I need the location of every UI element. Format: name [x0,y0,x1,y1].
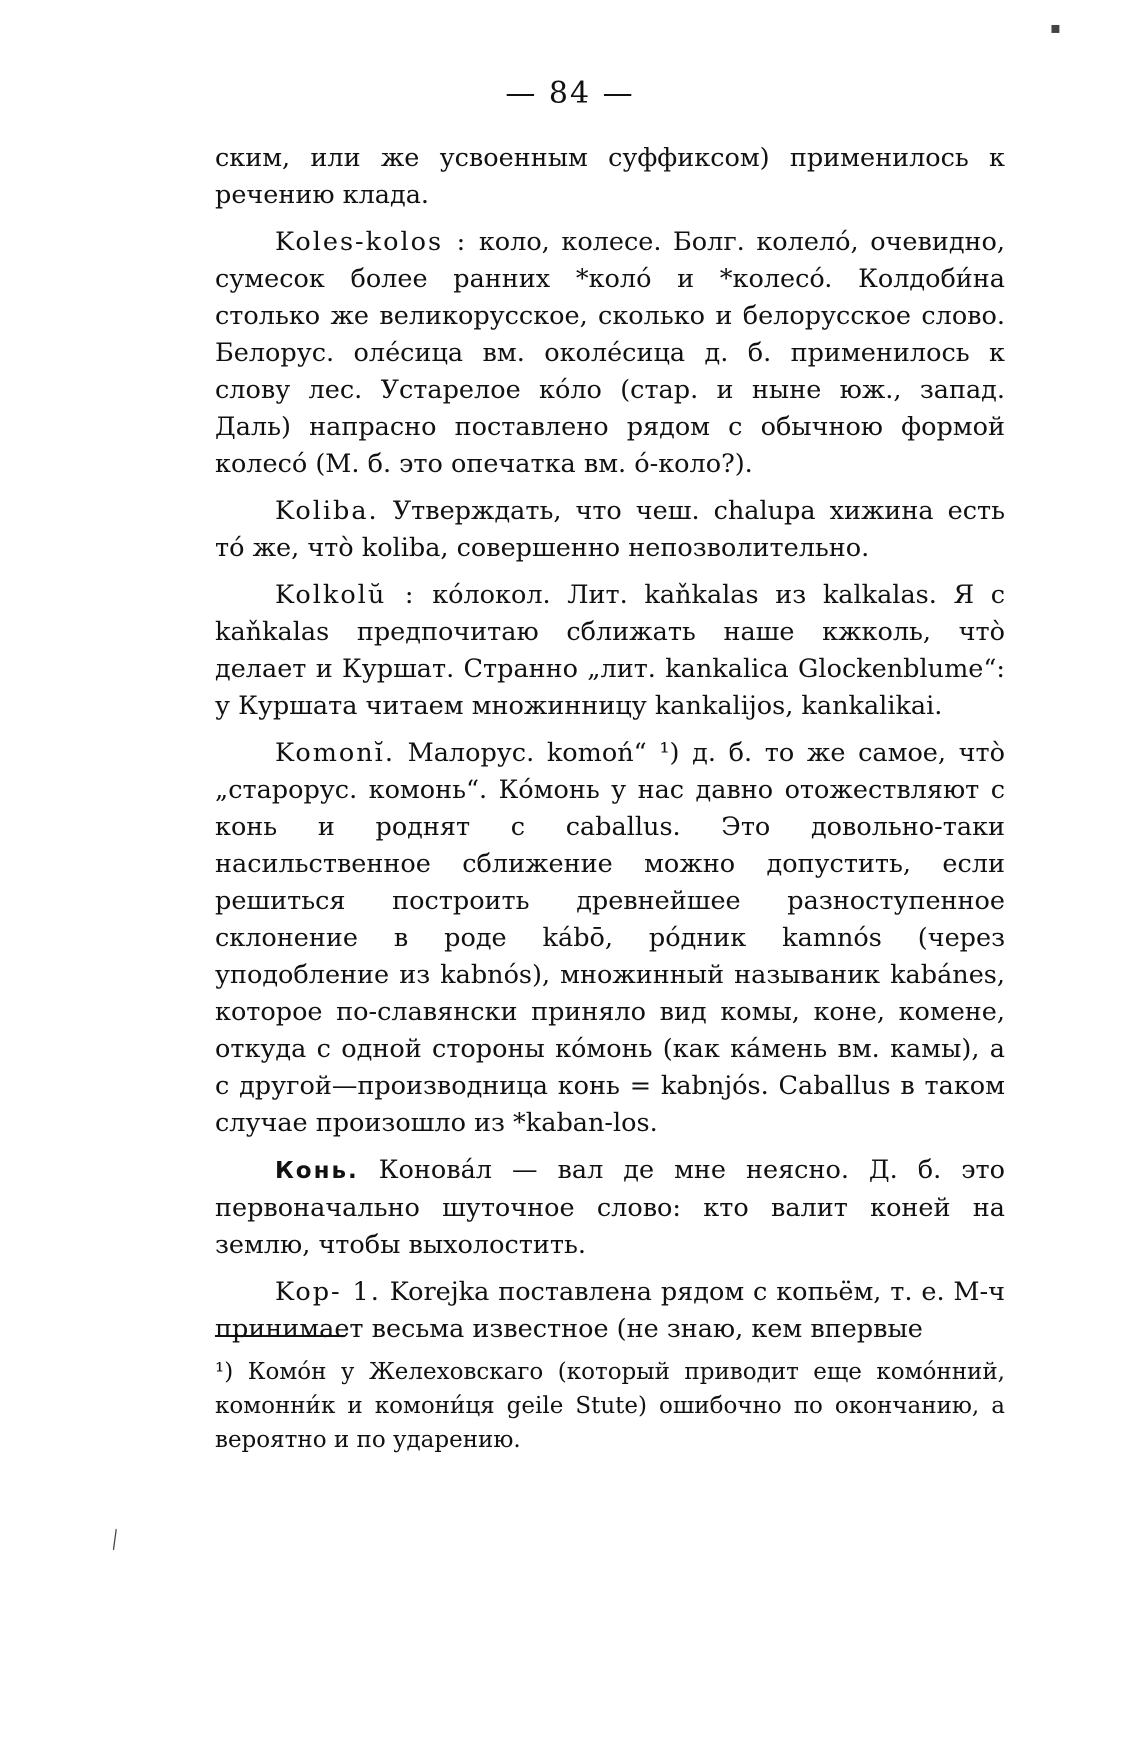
entry-koles-kolos [215,224,1005,483]
footnote: ¹) Комóн у Желеховскаго (который приводит еще комóнний, комонни́к и комони́ця geile Stute) ошибочно по окончанию, а вероятно и по ударению. [215,1359,1005,1453]
page-number: — 84 — [505,76,635,111]
scan-speck: ▪︎ [1050,18,1061,37]
entry-koliba [215,493,1005,567]
entry-body: кóлокол. Лит. kaňkalas из kalkalas. Я с kaňkalas предпочитаю сближать наше кжколь, что̀ делает и Куршат. Странно „лит. kankalica Glockenblume“: у Куршата читаем множинницу kankalijos, kankalikai. [215,580,1006,721]
entry-body: коло, колесе. Болг. колелó, очевидно, сумесок более ранних *колó и *колесó. Колдоби́на столько же великорусское, сколько и белорусское слово. Белорус. олéсица вм. околéсица д. б. применилось к слову лес. Устарелое кóло (стар. и ныне юж., запад. Даль) напрасно поставлено рядом с обычною формой колесó (М. б. это опечатка вм. ó-коло?). [215,227,1005,479]
entry-body: Утверждать, что чеш. chalupa хижина есть то́ же, что̀ koliba, совершенно непозволительно. [215,496,1005,563]
paragraph-body: ским, или же усвоенным суффиксом) применилось к речению клада. [215,143,1005,210]
main-text [215,140,1005,1358]
entry-headword: Kop- 1. [275,1277,381,1307]
entry-body: Коновáл — вал де мне неясно. Д. б. это первоначально шуточное слово: кто валит коней на землю, чтобы выхолостить. [215,1155,1005,1260]
entry-headword: Конь. [275,1158,359,1184]
entry-kolkolu [215,577,1005,725]
entry-headword: Koles-kolos : [275,227,468,257]
entry-headword: Kolkolŭ : [275,580,416,610]
entry-headword: Koliba. [275,496,379,526]
paragraph-continuation [215,140,1005,214]
entry-komoni [215,735,1005,1142]
entry-body: Korejka поставлена рядом с копьём, т. е. М-ч принимает весьма известное (не знаю, кем впервые [215,1277,1006,1344]
footnote-divider [215,1335,345,1337]
entry-body: Малорус. komoń“ ¹) д. б. то же самое, что̀ „старорус. комонь“. Кóмонь у нас давно отожествляют с конь и роднят с caballus. Это довольно-таки насильственное сближение можно допустить, если решиться построить древнейшее разноступенное склонение в роде kábō, рóдник kamnós (через уподобление из kabnós), множинный называник kabánes, которое по-славянски приняло вид комы, коне, комене, откуда с одной стороны кóмонь (как кáмень вм. камы), а с другой—производница конь = kabnjós. Caballus в таком случае произошло из *kaban-los. [215,738,1005,1138]
scan-mark: ╲ [105,1528,125,1551]
entry-headword: Komonĭ. [275,738,395,768]
entry-kon [215,1152,1005,1264]
